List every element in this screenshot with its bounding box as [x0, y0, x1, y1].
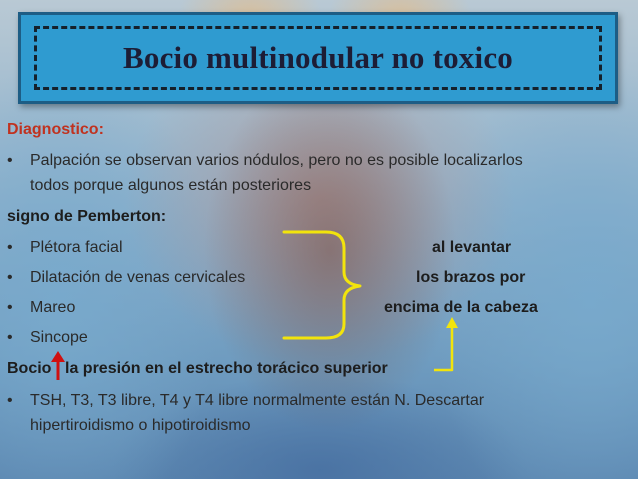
yellow-brace-icon	[284, 232, 360, 338]
bullet-icon: •	[7, 152, 13, 169]
labs-bullet-line1: TSH, T3, T3 libre, T4 y T4 libre normalmente están N. Descartar	[30, 392, 485, 409]
labs-bullet-line2: hipertiroidismo o hipotiroidismo	[30, 417, 251, 434]
red-arrowhead-icon	[51, 351, 65, 362]
diagnostico-heading: Diagnostico:	[7, 121, 104, 138]
sign-item: Mareo	[30, 299, 76, 316]
title-dashed-frame	[34, 26, 602, 90]
condition-line: al levantar	[432, 239, 512, 256]
condition-line: los brazos por	[416, 269, 526, 286]
sign-item: Dilatación de venas cervicales	[30, 269, 246, 286]
bullet-icon: •	[7, 299, 13, 316]
intro-bullet-line2: todos porque algunos están posteriores	[30, 177, 312, 194]
sign-item: Plétora facial	[30, 239, 123, 256]
slide-title: Bocio multinodular no toxico	[123, 40, 513, 75]
bullet-icon: •	[7, 329, 13, 346]
bullet-icon: •	[7, 239, 13, 256]
yellow-arrow-icon	[434, 326, 452, 370]
bullet-icon: •	[7, 269, 13, 286]
yellow-arrowhead-icon	[446, 317, 458, 328]
bocio-pressure-text: la presión en el estrecho torácico superior	[65, 360, 388, 377]
sign-item: Sincope	[30, 329, 88, 346]
title-box	[18, 12, 618, 104]
intro-bullet-line1: Palpación se observan varios nódulos, pero no es posible localizarlos	[30, 152, 523, 169]
bullet-icon: •	[7, 392, 13, 409]
bocio-word: Bocio	[7, 360, 52, 377]
condition-line: encima de la cabeza	[384, 299, 538, 316]
pemberton-heading: signo de Pemberton:	[7, 208, 167, 225]
